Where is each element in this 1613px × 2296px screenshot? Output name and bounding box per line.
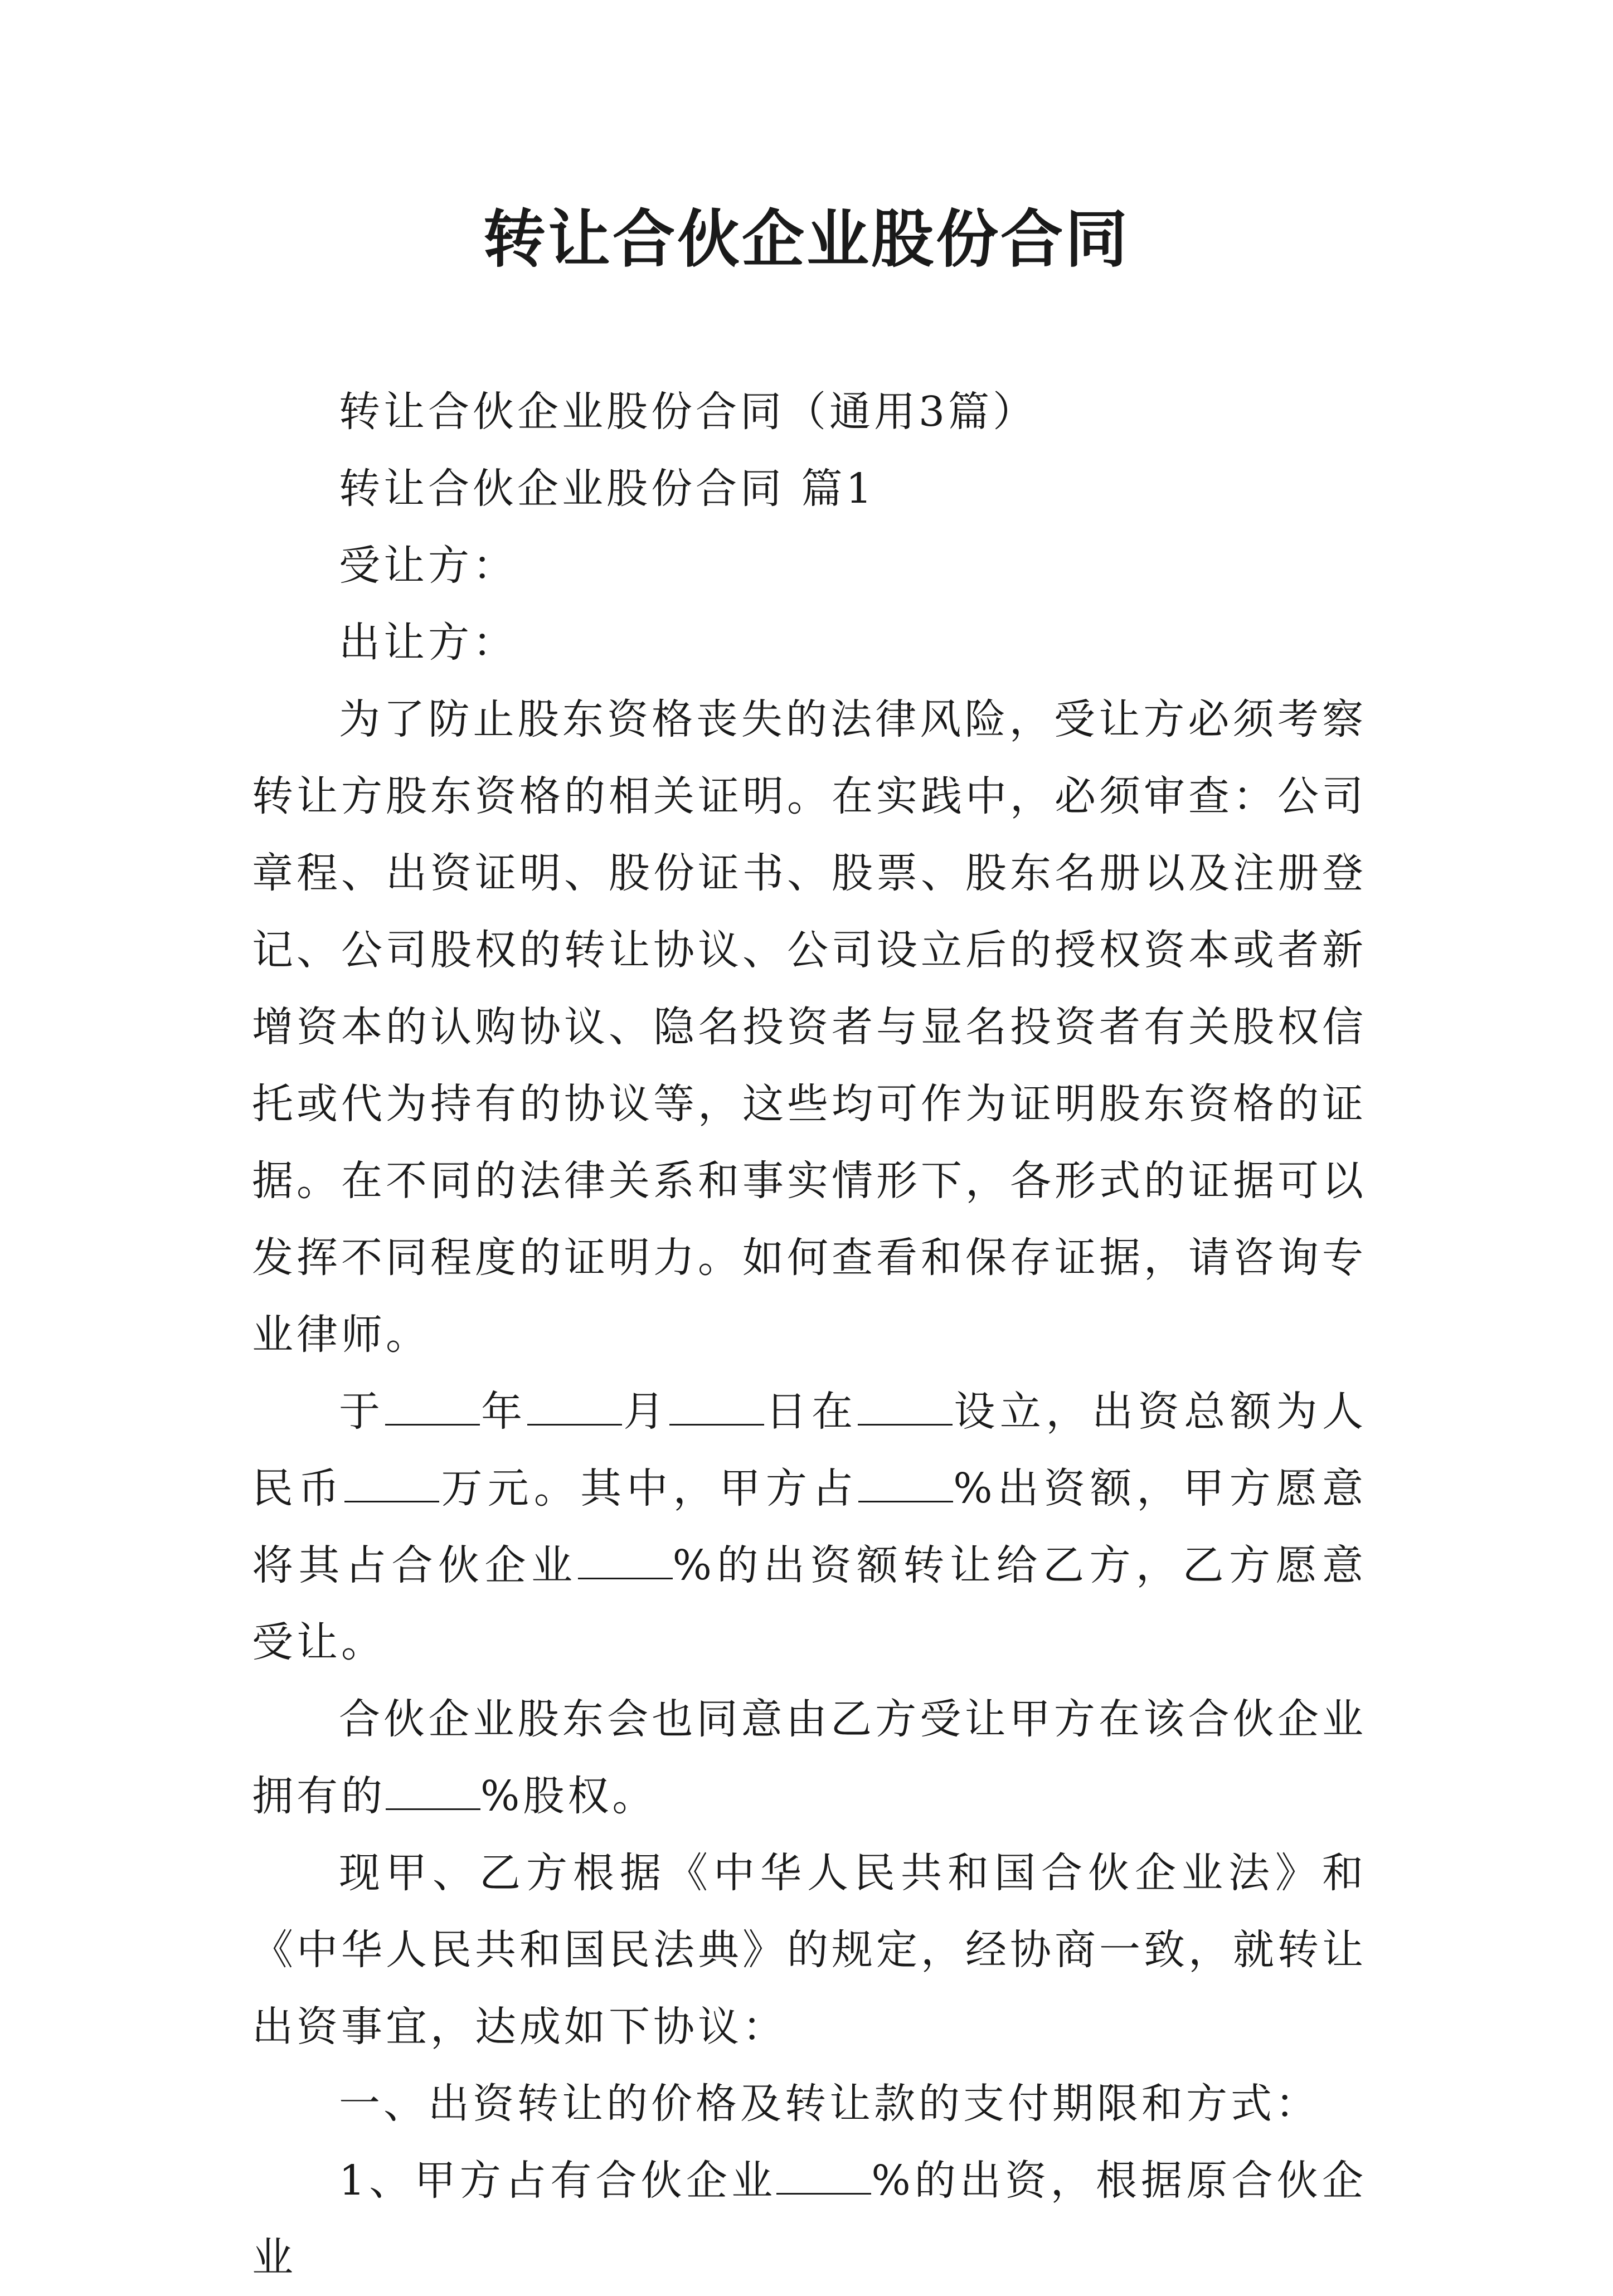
clause-1-heading: 一、出资转让的价格及转让款的支付期限和方式： (339, 2080, 1320, 2128)
paragraph-law: 现甲、乙方根据《中华人民共和国合伙企业法》和《中华人民共和国民法典》的规定，经协商一致，就转让出资事宜，达成如下协议： (252, 1849, 1367, 2051)
paragraph-establish: 于 年 月 日在 设立，出资总额为人民币 万元。其中，甲方占 %出资额，甲方愿意将其占合伙企业 %的出资额转让给乙方，乙方愿意受让。 (252, 1388, 1367, 1666)
document-body (252, 373, 1367, 2296)
blank-field (386, 1775, 480, 1810)
blank-field (578, 1544, 673, 1579)
paragraph-agree: 合伙企业股东会也同意由乙方受让甲方在该合伙企业拥有的 %股权。 (252, 1695, 1367, 1820)
blank-field (385, 1390, 480, 1426)
blank-field (776, 2159, 871, 2195)
blank-field (527, 1390, 622, 1426)
document-subtitle: 转让合伙企业股份合同（通用3篇） (339, 388, 1038, 436)
clause-1-item: 1、甲方占有合伙企业 %的出资，根据原合伙企业 (252, 2157, 1367, 2282)
transferor-label: 出让方： (339, 619, 517, 667)
document-title: 转让合伙企业股份合同 (483, 203, 1130, 276)
section-heading: 转让合伙企业股份合同 篇1 (339, 465, 876, 513)
paragraph-intro: 为了防止股东资格丧失的法律风险，受让方必须考察转让方股东资格的相关证明。在实践中，必须审查：公司章程、出资证明、股份证书、股票、股东名册以及注册登记、公司股权的转让协议、公司设立后的授权资本或者新增资本的认购协议、隐名投资者与显名投资者有关股权信托或代为持有的协议等，这些均可作为证明股东资格的证据。在不同的法律关系和事实情形下，各形式的证据可以发挥不同程度的证明力。如何查看和保存证据，请咨询专业律师。 (252, 695, 1367, 1359)
blank-field (669, 1390, 764, 1426)
blank-field (858, 1390, 953, 1426)
blank-field (858, 1467, 953, 1502)
blank-field (344, 1467, 439, 1502)
transferee-label: 受让方： (339, 542, 517, 590)
